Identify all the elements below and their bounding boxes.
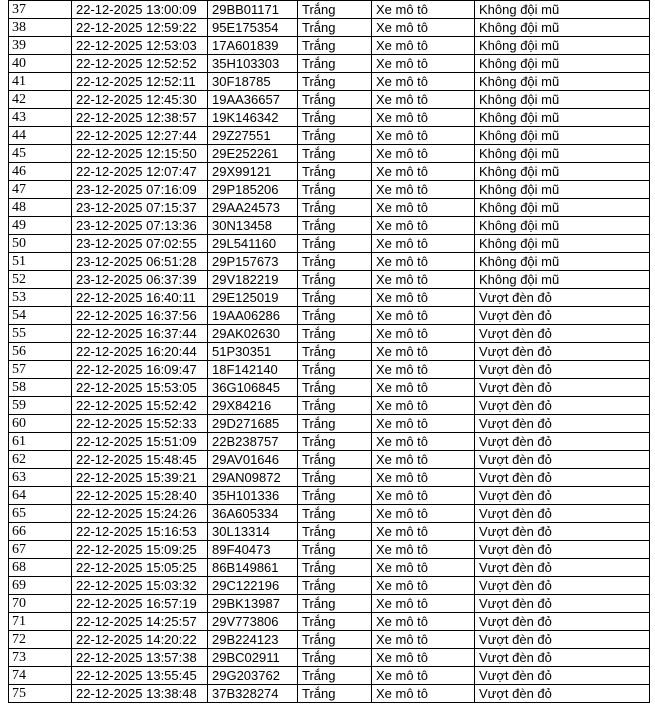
row-number-cell: 64 [9,487,72,505]
table-row [9,55,650,73]
row-number-cell: 56 [9,343,72,361]
timestamp-cell: 22-12-2025 15:16:53 [72,523,208,541]
violation-type-cell: Vượt đèn đỏ [475,415,650,433]
license-plate-cell: 29E125019 [208,289,298,307]
plate-color-cell: Trắng [298,397,372,415]
table-row [9,667,650,685]
license-plate-cell: 29L541160 [208,235,298,253]
license-plate-cell: 37B328274 [208,685,298,703]
table-row [9,199,650,217]
timestamp-cell: 23-12-2025 07:16:09 [72,181,208,199]
row-number-cell: 50 [9,235,72,253]
plate-color-cell: Trắng [298,685,372,703]
plate-color-cell: Trắng [298,199,372,217]
plate-color-cell: Trắng [298,217,372,235]
license-plate-cell: 30N13458 [208,217,298,235]
row-number-cell: 70 [9,595,72,613]
timestamp-cell: 22-12-2025 15:48:45 [72,451,208,469]
violation-type-cell: Vượt đèn đỏ [475,289,650,307]
timestamp-cell: 23-12-2025 06:37:39 [72,271,208,289]
table-row [9,523,650,541]
table-row [9,127,650,145]
table-row [9,19,650,37]
table-row [9,181,650,199]
license-plate-cell: 18F142140 [208,361,298,379]
violations-table [8,0,650,703]
license-plate-cell: 29P157673 [208,253,298,271]
timestamp-cell: 22-12-2025 16:37:44 [72,325,208,343]
vehicle-type-cell: Xe mô tô [372,235,475,253]
timestamp-cell: 22-12-2025 16:37:56 [72,307,208,325]
violation-type-cell: Không đội mũ [475,19,650,37]
vehicle-type-cell: Xe mô tô [372,523,475,541]
table-row [9,361,650,379]
vehicle-type-cell: Xe mô tô [372,469,475,487]
license-plate-cell: 29Z27551 [208,127,298,145]
license-plate-cell: 29BB01171 [208,1,298,19]
table-row [9,613,650,631]
row-number-cell: 46 [9,163,72,181]
plate-color-cell: Trắng [298,487,372,505]
row-number-cell: 40 [9,55,72,73]
timestamp-cell: 22-12-2025 12:15:50 [72,145,208,163]
row-number-cell: 69 [9,577,72,595]
vehicle-type-cell: Xe mô tô [372,163,475,181]
plate-color-cell: Trắng [298,109,372,127]
vehicle-type-cell: Xe mô tô [372,19,475,37]
violation-type-cell: Vượt đèn đỏ [475,307,650,325]
row-number-cell: 52 [9,271,72,289]
table-row [9,541,650,559]
violation-type-cell: Không đội mũ [475,181,650,199]
vehicle-type-cell: Xe mô tô [372,613,475,631]
violation-type-cell: Vượt đèn đỏ [475,325,650,343]
plate-color-cell: Trắng [298,91,372,109]
vehicle-type-cell: Xe mô tô [372,127,475,145]
violation-type-cell: Vượt đèn đỏ [475,595,650,613]
plate-color-cell: Trắng [298,523,372,541]
table-row [9,559,650,577]
table-row [9,73,650,91]
table-row [9,469,650,487]
vehicle-type-cell: Xe mô tô [372,253,475,271]
license-plate-cell: 29D271685 [208,415,298,433]
row-number-cell: 37 [9,1,72,19]
vehicle-type-cell: Xe mô tô [372,649,475,667]
timestamp-cell: 23-12-2025 06:51:28 [72,253,208,271]
plate-color-cell: Trắng [298,433,372,451]
row-number-cell: 54 [9,307,72,325]
table-row [9,631,650,649]
timestamp-cell: 22-12-2025 15:09:25 [72,541,208,559]
violation-type-cell: Vượt đèn đỏ [475,649,650,667]
vehicle-type-cell: Xe mô tô [372,451,475,469]
table-row [9,415,650,433]
plate-color-cell: Trắng [298,127,372,145]
license-plate-cell: 29BC02911 [208,649,298,667]
license-plate-cell: 29BK13987 [208,595,298,613]
violation-type-cell: Không đội mũ [475,199,650,217]
row-number-cell: 47 [9,181,72,199]
plate-color-cell: Trắng [298,37,372,55]
table-row [9,289,650,307]
violation-type-cell: Vượt đèn đỏ [475,379,650,397]
violation-type-cell: Vượt đèn đỏ [475,577,650,595]
violation-type-cell: Vượt đèn đỏ [475,469,650,487]
plate-color-cell: Trắng [298,541,372,559]
violation-type-cell: Vượt đèn đỏ [475,361,650,379]
row-number-cell: 66 [9,523,72,541]
vehicle-type-cell: Xe mô tô [372,181,475,199]
table-row [9,253,650,271]
violation-type-cell: Vượt đèn đỏ [475,685,650,703]
violation-type-cell: Không đội mũ [475,145,650,163]
row-number-cell: 43 [9,109,72,127]
table-row [9,163,650,181]
timestamp-cell: 22-12-2025 15:24:26 [72,505,208,523]
plate-color-cell: Trắng [298,181,372,199]
row-number-cell: 49 [9,217,72,235]
row-number-cell: 60 [9,415,72,433]
vehicle-type-cell: Xe mô tô [372,487,475,505]
row-number-cell: 55 [9,325,72,343]
plate-color-cell: Trắng [298,667,372,685]
plate-color-cell: Trắng [298,235,372,253]
row-number-cell: 45 [9,145,72,163]
table-row [9,505,650,523]
vehicle-type-cell: Xe mô tô [372,415,475,433]
table-row [9,109,650,127]
license-plate-cell: 36G106845 [208,379,298,397]
timestamp-cell: 22-12-2025 13:00:09 [72,1,208,19]
row-number-cell: 53 [9,289,72,307]
table-row [9,487,650,505]
plate-color-cell: Trắng [298,631,372,649]
plate-color-cell: Trắng [298,451,372,469]
plate-color-cell: Trắng [298,361,372,379]
license-plate-cell: 29P185206 [208,181,298,199]
vehicle-type-cell: Xe mô tô [372,685,475,703]
violation-type-cell: Không đội mũ [475,73,650,91]
plate-color-cell: Trắng [298,253,372,271]
plate-color-cell: Trắng [298,19,372,37]
timestamp-cell: 22-12-2025 16:20:44 [72,343,208,361]
row-number-cell: 58 [9,379,72,397]
license-plate-cell: 29AA24573 [208,199,298,217]
vehicle-type-cell: Xe mô tô [372,37,475,55]
violation-type-cell: Không đội mũ [475,1,650,19]
violation-type-cell: Không đội mũ [475,127,650,145]
timestamp-cell: 22-12-2025 15:52:42 [72,397,208,415]
timestamp-cell: 22-12-2025 15:39:21 [72,469,208,487]
vehicle-type-cell: Xe mô tô [372,541,475,559]
timestamp-cell: 22-12-2025 16:09:47 [72,361,208,379]
vehicle-type-cell: Xe mô tô [372,379,475,397]
violations-table-body [9,1,650,703]
row-number-cell: 65 [9,505,72,523]
vehicle-type-cell: Xe mô tô [372,577,475,595]
row-number-cell: 38 [9,19,72,37]
plate-color-cell: Trắng [298,595,372,613]
license-plate-cell: 29X84216 [208,397,298,415]
vehicle-type-cell: Xe mô tô [372,505,475,523]
timestamp-cell: 22-12-2025 12:52:11 [72,73,208,91]
plate-color-cell: Trắng [298,505,372,523]
violation-type-cell: Vượt đèn đỏ [475,505,650,523]
violation-type-cell: Vượt đèn đỏ [475,433,650,451]
vehicle-type-cell: Xe mô tô [372,343,475,361]
license-plate-cell: 30L13314 [208,523,298,541]
timestamp-cell: 22-12-2025 12:59:22 [72,19,208,37]
row-number-cell: 41 [9,73,72,91]
violation-type-cell: Vượt đèn đỏ [475,541,650,559]
vehicle-type-cell: Xe mô tô [372,1,475,19]
license-plate-cell: 35H103303 [208,55,298,73]
license-plate-cell: 29X99121 [208,163,298,181]
violation-type-cell: Vượt đèn đỏ [475,613,650,631]
table-row [9,379,650,397]
violation-type-cell: Vượt đèn đỏ [475,343,650,361]
plate-color-cell: Trắng [298,55,372,73]
vehicle-type-cell: Xe mô tô [372,55,475,73]
plate-color-cell: Trắng [298,163,372,181]
timestamp-cell: 22-12-2025 15:03:32 [72,577,208,595]
table-row [9,343,650,361]
license-plate-cell: 29E252261 [208,145,298,163]
row-number-cell: 44 [9,127,72,145]
table-row [9,145,650,163]
license-plate-cell: 29AN09872 [208,469,298,487]
table-row [9,577,650,595]
license-plate-cell: 29AV01646 [208,451,298,469]
plate-color-cell: Trắng [298,577,372,595]
vehicle-type-cell: Xe mô tô [372,271,475,289]
timestamp-cell: 22-12-2025 12:38:57 [72,109,208,127]
row-number-cell: 59 [9,397,72,415]
violation-type-cell: Không đội mũ [475,37,650,55]
plate-color-cell: Trắng [298,325,372,343]
license-plate-cell: 29G203762 [208,667,298,685]
plate-color-cell: Trắng [298,307,372,325]
license-plate-cell: 29AK02630 [208,325,298,343]
table-row [9,433,650,451]
violation-type-cell: Vượt đèn đỏ [475,559,650,577]
timestamp-cell: 22-12-2025 12:45:30 [72,91,208,109]
violation-type-cell: Không đội mũ [475,163,650,181]
violation-type-cell: Vượt đèn đỏ [475,523,650,541]
plate-color-cell: Trắng [298,649,372,667]
license-plate-cell: 36A605334 [208,505,298,523]
row-number-cell: 62 [9,451,72,469]
timestamp-cell: 22-12-2025 12:27:44 [72,127,208,145]
license-plate-cell: 86B149861 [208,559,298,577]
table-row [9,307,650,325]
timestamp-cell: 22-12-2025 14:25:57 [72,613,208,631]
table-row [9,649,650,667]
vehicle-type-cell: Xe mô tô [372,217,475,235]
table-row [9,1,650,19]
vehicle-type-cell: Xe mô tô [372,199,475,217]
timestamp-cell: 22-12-2025 13:57:38 [72,649,208,667]
plate-color-cell: Trắng [298,271,372,289]
license-plate-cell: 35H101336 [208,487,298,505]
violation-type-cell: Không đội mũ [475,55,650,73]
vehicle-type-cell: Xe mô tô [372,91,475,109]
plate-color-cell: Trắng [298,289,372,307]
timestamp-cell: 22-12-2025 13:38:48 [72,685,208,703]
plate-color-cell: Trắng [298,145,372,163]
table-row [9,271,650,289]
plate-color-cell: Trắng [298,379,372,397]
violation-type-cell: Không đội mũ [475,217,650,235]
table-row [9,217,650,235]
vehicle-type-cell: Xe mô tô [372,73,475,91]
timestamp-cell: 22-12-2025 15:05:25 [72,559,208,577]
violation-type-cell: Không đội mũ [475,109,650,127]
license-plate-cell: 29V182219 [208,271,298,289]
license-plate-cell: 29B224123 [208,631,298,649]
timestamp-cell: 23-12-2025 07:13:36 [72,217,208,235]
row-number-cell: 63 [9,469,72,487]
row-number-cell: 67 [9,541,72,559]
violation-type-cell: Không đội mũ [475,271,650,289]
plate-color-cell: Trắng [298,1,372,19]
row-number-cell: 51 [9,253,72,271]
vehicle-type-cell: Xe mô tô [372,361,475,379]
violation-type-cell: Vượt đèn đỏ [475,451,650,469]
vehicle-type-cell: Xe mô tô [372,397,475,415]
timestamp-cell: 22-12-2025 15:52:33 [72,415,208,433]
vehicle-type-cell: Xe mô tô [372,145,475,163]
table-row [9,37,650,55]
table-row [9,685,650,703]
table-row [9,397,650,415]
table-row [9,235,650,253]
vehicle-type-cell: Xe mô tô [372,325,475,343]
license-plate-cell: 19AA36657 [208,91,298,109]
license-plate-cell: 51P30351 [208,343,298,361]
plate-color-cell: Trắng [298,73,372,91]
vehicle-type-cell: Xe mô tô [372,667,475,685]
table-row [9,451,650,469]
row-number-cell: 73 [9,649,72,667]
row-number-cell: 74 [9,667,72,685]
violation-type-cell: Vượt đèn đỏ [475,667,650,685]
timestamp-cell: 22-12-2025 16:57:19 [72,595,208,613]
timestamp-cell: 22-12-2025 12:07:47 [72,163,208,181]
row-number-cell: 48 [9,199,72,217]
timestamp-cell: 22-12-2025 15:51:09 [72,433,208,451]
timestamp-cell: 22-12-2025 15:53:05 [72,379,208,397]
timestamp-cell: 23-12-2025 07:02:55 [72,235,208,253]
row-number-cell: 68 [9,559,72,577]
vehicle-type-cell: Xe mô tô [372,109,475,127]
timestamp-cell: 22-12-2025 12:53:03 [72,37,208,55]
license-plate-cell: 89F40473 [208,541,298,559]
plate-color-cell: Trắng [298,613,372,631]
row-number-cell: 39 [9,37,72,55]
vehicle-type-cell: Xe mô tô [372,559,475,577]
timestamp-cell: 22-12-2025 12:52:52 [72,55,208,73]
license-plate-cell: 30F18785 [208,73,298,91]
row-number-cell: 61 [9,433,72,451]
row-number-cell: 75 [9,685,72,703]
plate-color-cell: Trắng [298,559,372,577]
plate-color-cell: Trắng [298,415,372,433]
vehicle-type-cell: Xe mô tô [372,631,475,649]
timestamp-cell: 23-12-2025 07:15:37 [72,199,208,217]
vehicle-type-cell: Xe mô tô [372,289,475,307]
violation-type-cell: Vượt đèn đỏ [475,397,650,415]
license-plate-cell: 29V773806 [208,613,298,631]
timestamp-cell: 22-12-2025 13:55:45 [72,667,208,685]
row-number-cell: 57 [9,361,72,379]
vehicle-type-cell: Xe mô tô [372,433,475,451]
violation-type-cell: Không đội mũ [475,253,650,271]
vehicle-type-cell: Xe mô tô [372,595,475,613]
violation-type-cell: Vượt đèn đỏ [475,631,650,649]
table-row [9,91,650,109]
table-row [9,595,650,613]
row-number-cell: 72 [9,631,72,649]
plate-color-cell: Trắng [298,469,372,487]
violation-type-cell: Không đội mũ [475,235,650,253]
row-number-cell: 42 [9,91,72,109]
timestamp-cell: 22-12-2025 15:28:40 [72,487,208,505]
license-plate-cell: 19AA06286 [208,307,298,325]
timestamp-cell: 22-12-2025 16:40:11 [72,289,208,307]
license-plate-cell: 29C122196 [208,577,298,595]
license-plate-cell: 19K146342 [208,109,298,127]
row-number-cell: 71 [9,613,72,631]
license-plate-cell: 22B238757 [208,433,298,451]
license-plate-cell: 95E175354 [208,19,298,37]
timestamp-cell: 22-12-2025 14:20:22 [72,631,208,649]
violation-type-cell: Không đội mũ [475,91,650,109]
table-row [9,325,650,343]
vehicle-type-cell: Xe mô tô [372,307,475,325]
plate-color-cell: Trắng [298,343,372,361]
violation-type-cell: Vượt đèn đỏ [475,487,650,505]
license-plate-cell: 17A601839 [208,37,298,55]
